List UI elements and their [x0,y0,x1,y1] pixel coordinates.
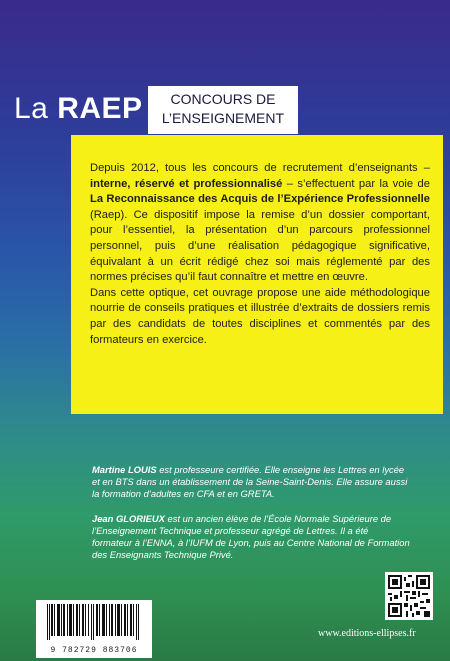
author-name-1: Martine LOUIS [92,464,157,475]
author-bios [92,464,410,573]
barcode [36,600,152,658]
barcode-number: 9 782729 883706 [50,646,138,655]
barcode-icon [41,604,147,640]
p1-part-e: (Raep). Ce dispositif impose la remise d’un dossier comportant, pour l’essentiel, la présentation d’un parcours professionnel personnel, puis d’une réalisation pédagogique significative, équivalant à un écrit rédigé chez soi mais réglementé par des normes précises qu’il faut connaître et mettre en œuvre. [90,208,430,284]
description-paragraph-1 [90,161,430,286]
title-prefix: La [14,92,58,125]
description-text [90,161,430,348]
p1-part-c: – s’effectuent par la voie de [282,177,430,190]
qr-code [385,572,433,620]
description-paragraph-2: Dans cette optique, cet ouvrage propose une aide méthodologique nourrie de conseils pratiques et illustrée d’extraits de dossiers remis par des candidats de toutes disciplines et commentés par des formateurs en exercice. [90,286,430,346]
subtitle-line-2: L’ENSEIGNEMENT [161,110,285,126]
title-strong: RAEP [57,92,143,125]
series-title [14,92,143,126]
author-name-2: Jean GLORIEUX [92,512,165,524]
p1-part-d: La Reconnaissance des Acquis de l’Expérience Professionnelle [90,193,430,206]
author-bio-1 [92,464,410,501]
p1-part-a: Depuis 2012, tous les concours de recrutement d’enseignants – [90,162,430,174]
p1-part-b: interne, réservé et professionnalisé [90,177,283,190]
publisher-url[interactable]: www.editions-ellipses.fr [318,628,416,639]
author-text-1: est professeure certifiée. Elle enseigne les Lettres en lycée et en BTS dans un établissement de la Seine-Saint-Denis. Elle assure aussi la formation d’adultes en CFA et en GRETA. [92,464,408,500]
author-bio-2 [92,513,410,562]
qr-code-icon [388,575,430,617]
subtitle-line-1: CONCOURS DE [170,91,276,107]
author-text-2: est un ancien élève de l’École Normale Supérieure de l’Enseignement Technique et professeur agrégé de Lettres. Il a été formateur à l’ENNA, à l’IUFM de Lyon, puis au Centre National de Formation des Enseignants Technique Privé. [92,512,410,561]
subtitle-box [148,86,298,134]
